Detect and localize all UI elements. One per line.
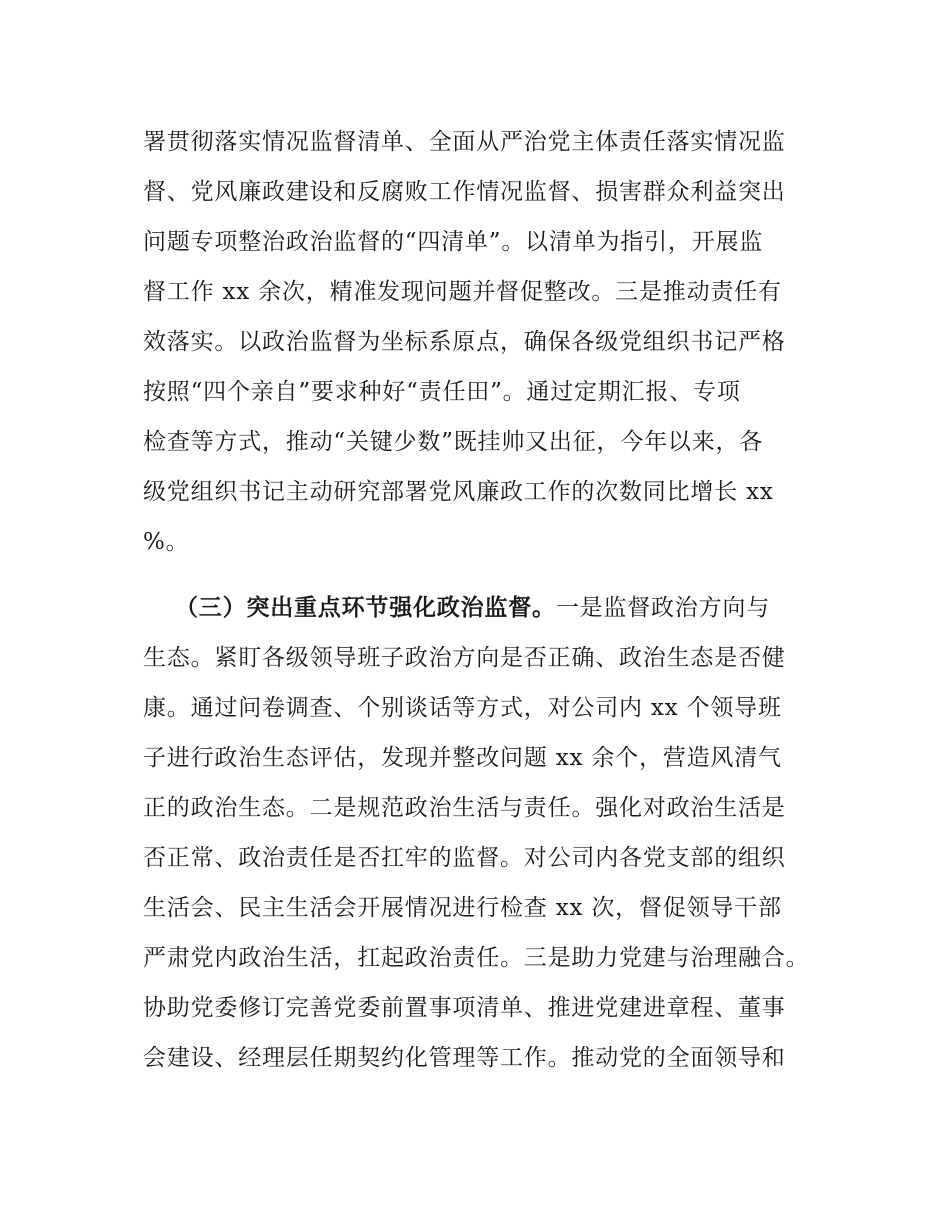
text-line: 否正常、政治责任是否扛牢的监督。对公司内各党支部的组织 [143,845,786,871]
paragraph-first-line [175,593,770,623]
text-line: 子进行政治生态评估，发现并整改问题 xx 余个，营造风清气 [143,745,782,771]
text-line: 生态。紧盯各级领导班子政治方向是否正确、政治生态是否健 [143,645,786,671]
text-line: 检查等方式，推动“关键少数”既挂帅又出征，今年以来，各 [143,429,764,455]
text-line: 康。通过问卷调查、个别谈话等方式，对公司内 xx 个领导班 [143,695,782,721]
section-heading: （三）突出重点环节强化政治监督。 [175,594,556,621]
text-line: 正的政治生态。二是规范政治生活与责任。强化对政治生活是 [143,795,786,821]
text-line: 按照“四个亲自”要求种好“责任田”。通过定期汇报、专项 [143,379,741,405]
text-line: 督、党风廉政建设和反腐败工作情况监督、损害群众利益突出 [143,179,786,205]
text-line: 级党组织书记主动研究部署党风廉政工作的次数同比增长 xx [143,479,774,505]
text-line: 署贯彻落实情况监督清单、全面从严治党主体责任落实情况监 [143,129,786,155]
text-line: 协助党委修订完善党委前置事项清单、推进党建进章程、董事 [143,995,786,1021]
text-line: 效落实。以政治监督为坐标系原点，确保各级党组织书记严格 [143,329,786,355]
text-line: 督工作 xx 余次，精准发现问题并督促整改。三是推动责任有 [143,279,782,305]
text-line: %。 [143,529,190,555]
text-line: 问题专项整治政治监督的“四清单”。以清单为指引，开展监 [143,229,764,255]
text-line: 会建设、经理层任期契约化管理等工作。推动党的全面领导和 [143,1045,786,1071]
text-run: 一是监督政治方向与 [555,595,771,621]
text-line: 严肃党内政治生活，扛起政治责任。三是助力党建与治理融合。 [143,945,810,971]
text-line: 生活会、民主生活会开展情况进行检查 xx 次，督促领导干部 [143,895,782,921]
